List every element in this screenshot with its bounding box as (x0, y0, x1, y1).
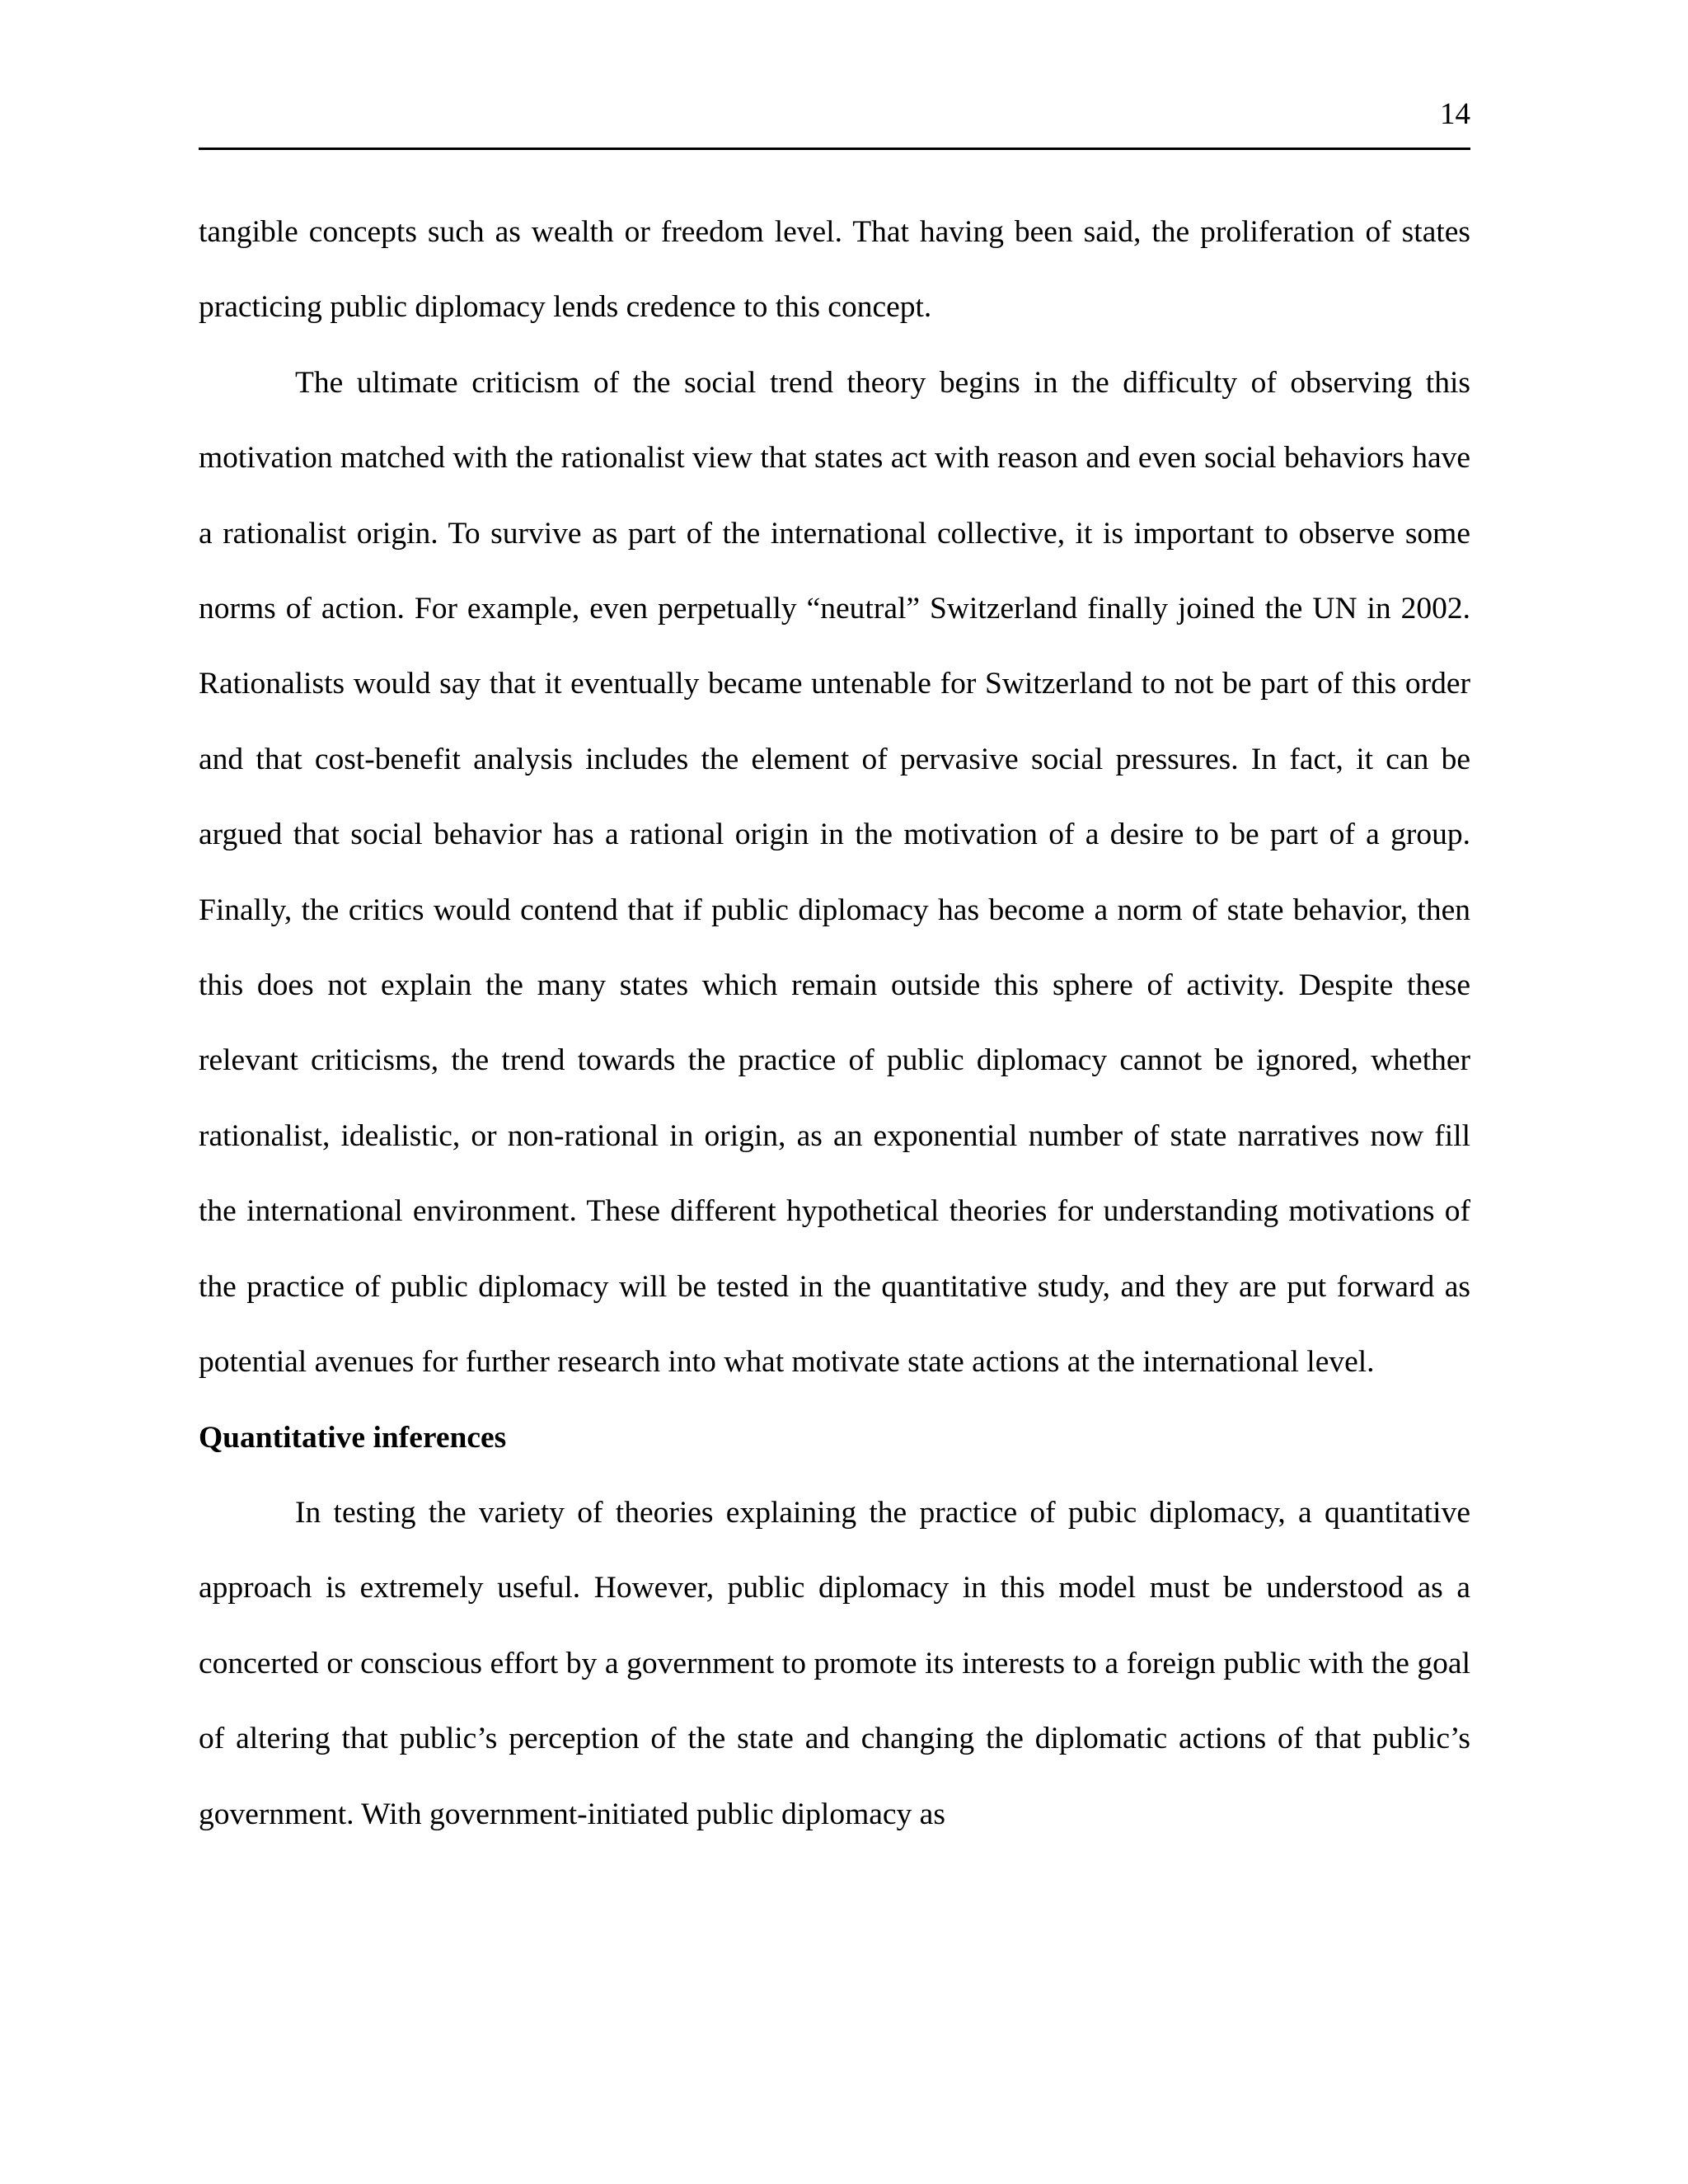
header-rule (199, 148, 1470, 150)
paragraph-continuation: tangible concepts such as wealth or freedom level. That having been said, the proliferation of states practicing public diplomacy lends credence to this concept. (199, 215, 1470, 325)
paragraph-quantitative: In testing the variety of theories explaining the practice of pubic diplomacy, a quantitative approach is extremely useful. However, public diplomacy in this model must be understood as a concerted or conscious effort by a government to promote its interests to a foreign public with the goal of altering that public’s perception of the state and changing the diplomatic actions of that public’s government. With government-initiated public diplomacy as (199, 1495, 1470, 1831)
section-heading: Quantitative inferences (199, 1420, 507, 1455)
paragraph-criticism: The ultimate criticism of the social trend theory begins in the difficulty of observing this motivation matched with the rationalist view that states act with reason and even social behaviors have a rationalist origin. To survive as part of the international collective, it is important to observe some norms of action. For example, even perpetually “neutral” Switzerland finally joined the UN in 2002. Rationalists would say that it eventually became untenable for Switzerland to not be part of this order and that cost-benefit analysis includes the element of pervasive social pressures. In fact, it can be argued that social behavior has a rational origin in the motivation of a desire to be part of a group. Finally, the critics would contend that if public diplomacy has become a norm of state behavior, then this does not explain the many states which remain outside this sphere of activity. Despite these relevant criticisms, the trend towards the practice of public diplomacy cannot be ignored, whether rationalist, idealistic, or non-rational in origin, as an exponential number of state narratives now fill the international environment. These different hypothetical theories for understanding motivations of the practice of public diplomacy will be tested in the quantitative study, and they are put forward as potential avenues for further research into what motivate state actions at the international level. (199, 365, 1470, 1380)
page-number: 14 (1440, 97, 1470, 131)
body-text (199, 194, 1470, 1852)
